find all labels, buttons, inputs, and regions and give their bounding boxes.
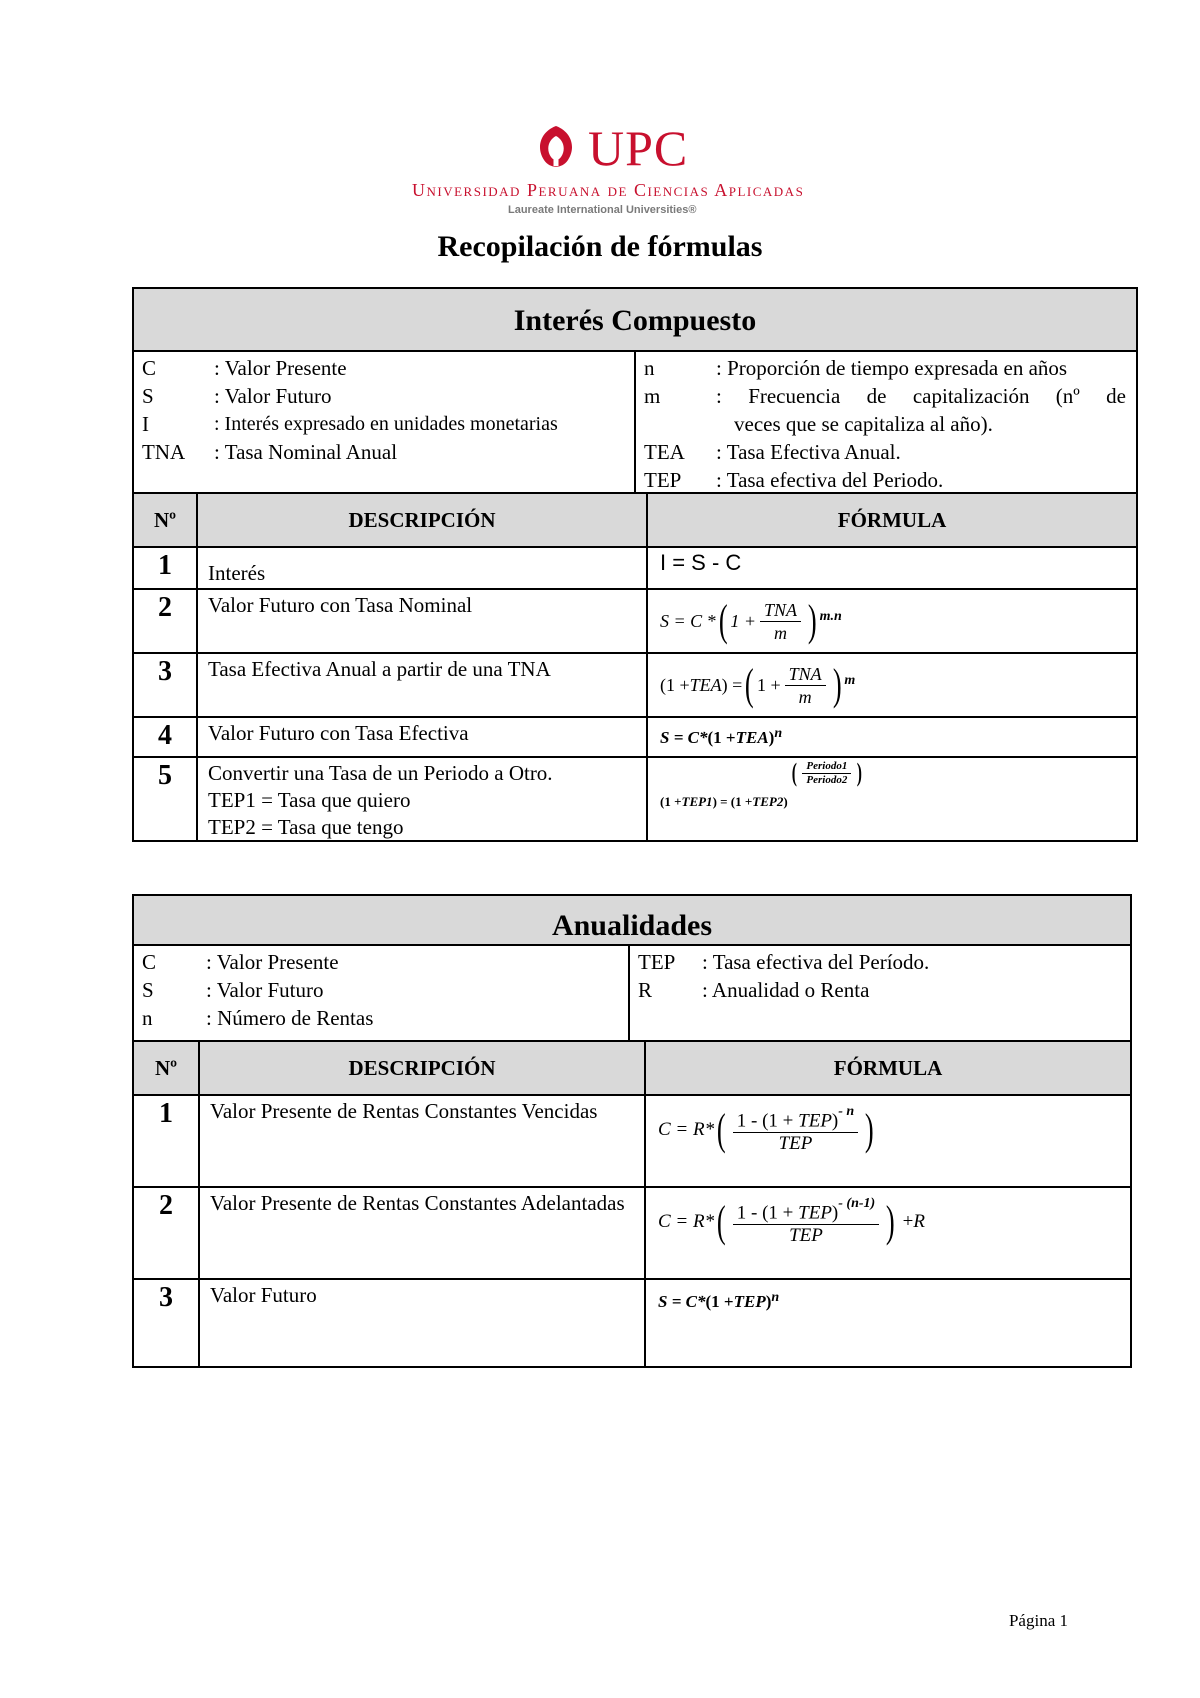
interes-compuesto-table xyxy=(132,287,1138,842)
interes-legend xyxy=(134,352,1136,494)
row-description-line: TEP1 = Tasa que quiero xyxy=(208,788,411,812)
table-row xyxy=(134,718,1136,758)
row-description: Valor Futuro con Tasa Efectiva xyxy=(198,718,648,756)
legend-item xyxy=(644,438,1130,466)
legend-desc: : Interés expresado en unidades monetarias xyxy=(214,413,558,435)
legend-desc: : Valor Presente xyxy=(206,950,339,974)
col-num-header: Nº xyxy=(134,494,198,546)
logo-wordmark: UPC xyxy=(588,120,689,176)
legend-item xyxy=(644,354,1130,382)
legend-item xyxy=(644,466,1130,494)
legend-symbol: S xyxy=(142,384,154,408)
legend-desc: : Frecuencia de capitalización (nº de xyxy=(716,384,1126,408)
legend-symbol: m xyxy=(644,384,661,408)
row-number: 2 xyxy=(134,590,198,652)
table-row xyxy=(134,654,1136,718)
legend-symbol: n xyxy=(142,1006,153,1030)
col-form-header: FÓRMULA xyxy=(833,1055,943,1080)
col-desc-header: DESCRIPCIÓN xyxy=(200,1042,646,1094)
row-description xyxy=(198,758,648,842)
page-number: Página 1 xyxy=(1008,1611,1068,1630)
formula-vp-adelantadas: C = R* ( $\frac{1 - (1 + TEP)^{- (n-1)}}{\text{TEP}}$ ) + R xyxy=(658,1195,925,1247)
col-form-header: FÓRMULA xyxy=(837,507,947,532)
formula-valor-futuro-nominal: S = C * ( 1 + $\frac{\text{TNA}}{m}$ ) $^{m.n}$ xyxy=(660,596,842,645)
legend-symbol: C xyxy=(142,356,157,380)
table-row xyxy=(134,548,1136,590)
upc-emblem-icon xyxy=(530,122,582,174)
table-row xyxy=(134,590,1136,654)
row-formula xyxy=(648,654,1136,716)
legend-symbol: C xyxy=(142,950,157,974)
interes-legend-right xyxy=(636,352,1136,492)
row-number: 1 xyxy=(134,548,198,588)
row-number: 2 xyxy=(134,1188,200,1278)
legend-symbol: TEP xyxy=(638,950,676,974)
legend-item xyxy=(142,976,622,1004)
interes-column-header xyxy=(134,494,1136,548)
row-number: 3 xyxy=(134,1280,200,1368)
formula-valor-futuro-efectiva: S = C* (1 + TEA ) $^n$ xyxy=(660,726,783,747)
legend-desc: : Tasa efectiva del Período. xyxy=(702,950,930,974)
table-row xyxy=(134,758,1136,842)
anualidades-table xyxy=(132,894,1132,1368)
row-description-line: Convertir una Tasa de un Periodo a Otro. xyxy=(208,761,553,785)
row-formula xyxy=(648,758,1136,842)
row-number: 3 xyxy=(134,654,198,716)
table-row xyxy=(134,1280,1130,1368)
legend-desc: : Valor Presente xyxy=(214,356,347,380)
formula-text: I = S - C xyxy=(660,550,742,575)
anualidades-legend xyxy=(134,946,1130,1042)
legend-item xyxy=(638,948,1124,976)
col-desc-header: DESCRIPCIÓN xyxy=(198,494,648,546)
row-formula xyxy=(646,1188,1130,1278)
row-description: Tasa Efectiva Anual a partir de una TNA xyxy=(198,654,648,716)
legend-symbol: n xyxy=(644,356,655,380)
legend-desc: : Número de Rentas xyxy=(206,1006,374,1030)
col-num-header: Nº xyxy=(134,1042,200,1094)
formula-vp-vencidas: C = R* ( $\frac{1 - (1 + TEP)^{- n}}{\text{TEP}}$ ) xyxy=(658,1103,874,1155)
legend-item xyxy=(142,410,628,438)
row-formula xyxy=(646,1280,1130,1368)
row-description: Valor Presente de Rentas Constantes Vencidas xyxy=(200,1096,646,1186)
row-number: 1 xyxy=(134,1096,200,1186)
legend-desc: : Proporción de tiempo expresada en años xyxy=(716,356,1068,380)
formula-tea-from-tna: (1 + TEA ) = ( 1 + $\frac{\text{TNA}}{m}$ ) $^m$ xyxy=(660,660,856,709)
legend-item xyxy=(142,948,622,976)
legend-item xyxy=(644,382,1130,410)
table-row xyxy=(134,1188,1130,1280)
legend-desc: : Anualidad o Renta xyxy=(702,978,870,1002)
anualidades-legend-right xyxy=(630,946,1130,1040)
row-formula xyxy=(648,718,1136,756)
anualidades-column-header xyxy=(134,1042,1130,1096)
formula-valor-futuro-anualidad: S = C* (1 + TEP ) $^n$ xyxy=(658,1290,780,1311)
legend-symbol: I xyxy=(142,412,149,436)
legend-symbol: TNA xyxy=(142,440,186,464)
legend-desc-continued: veces que se capitaliza al año). xyxy=(734,412,993,436)
laureate-tagline: Laureate International Universities® xyxy=(508,204,697,216)
legend-item xyxy=(142,1004,622,1032)
page-title: Recopilación de fórmulas xyxy=(437,230,763,263)
legend-symbol: R xyxy=(638,978,653,1002)
legend-desc: : Valor Futuro xyxy=(206,978,324,1002)
row-description: Valor Futuro xyxy=(200,1280,646,1368)
legend-symbol: TEP xyxy=(644,468,682,492)
legend-item xyxy=(644,410,1130,438)
legend-item xyxy=(142,382,628,410)
anualidades-heading: Anualidades xyxy=(134,896,1130,946)
legend-item xyxy=(142,354,628,382)
anualidades-legend-left xyxy=(134,946,630,1040)
legend-symbol: TEA xyxy=(644,440,685,464)
interes-heading: Interés Compuesto xyxy=(134,289,1136,352)
legend-desc: : Tasa Nominal Anual xyxy=(214,440,398,464)
legend-item xyxy=(638,976,1124,1004)
legend-desc: : Valor Futuro xyxy=(214,384,332,408)
interes-legend-left xyxy=(134,352,636,492)
row-formula xyxy=(646,1096,1130,1186)
row-description: Interés xyxy=(198,548,648,588)
legend-item xyxy=(142,438,628,466)
row-formula xyxy=(648,548,1136,588)
legend-desc: : Tasa efectiva del Periodo. xyxy=(716,468,944,492)
row-description-line: TEP2 = Tasa que tengo xyxy=(208,815,404,839)
row-description: Valor Futuro con Tasa Nominal xyxy=(198,590,648,652)
university-name: Universidad Peruana de Ciencias Aplicadas xyxy=(412,180,805,200)
row-number: 4 xyxy=(134,718,198,756)
row-description: Valor Presente de Rentas Constantes Adelantadas xyxy=(200,1188,646,1278)
legend-symbol: S xyxy=(142,978,154,1002)
table-row xyxy=(134,1096,1130,1188)
formula-convertir-tasa: (1 + TEP1 ) = (1 + TEP2 ) ( $\frac{\text{Periodo1}}{\text{Periodo2}}$ ) xyxy=(660,758,863,809)
legend-desc: : Tasa Efectiva Anual. xyxy=(716,440,901,464)
row-formula xyxy=(648,590,1136,652)
row-number: 5 xyxy=(134,758,198,842)
upc-logo xyxy=(400,118,820,218)
